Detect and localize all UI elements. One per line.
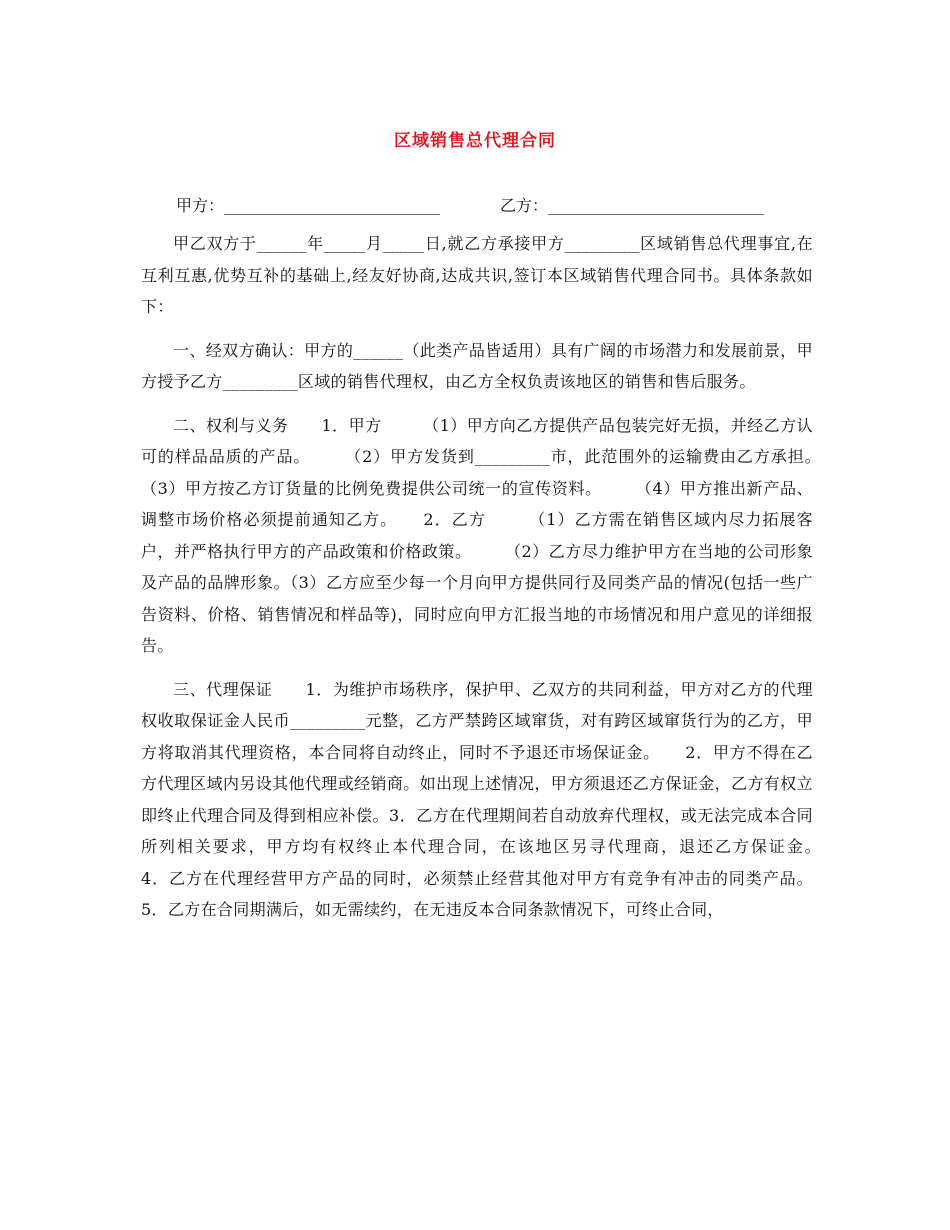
contract-body (141, 228, 863, 926)
intro-paragraph: 甲乙双方于______年_____月_____日,就乙方承接甲方_________区域销售总代理事宜,在互利互惠,优势互补的基础上,经友好协商,达成共识,签订本区域销售代理合同书。具体条款如下： (141, 234, 813, 316)
clause-1-confirmation: 一、经双方确认：甲方的______（此类产品皆适用）具有广阔的市场潜力和发展前景，甲方授予乙方_________区域的销售代理权，由乙方全权负责该地区的销售和售后服务。 (141, 340, 813, 391)
document-title: 区域销售总代理合同 (394, 131, 556, 151)
party-b-field: 乙方：___________________________ (500, 196, 765, 215)
clause-2-rights-obligations: 二、权利与义务 1．甲方 （1）甲方向乙方提供产品包装完好无损，并经乙方认可的样品品质的产品。 （2）甲方发货到_________市，此范围外的运输费由乙方承担。 （3）甲方按乙方订货量的比例免费提供公司统一的宣传资料。 （4）甲方推出新产品、调整市场价格必须提前通知乙方。 2．乙方 （1）乙方需在销售区域内尽力拓展客户，并严格执行甲方的产品政策和价格政策。 （2）乙方尽力维护甲方在当地的公司形象及产品的品牌形象。（3）乙方应至少每一个月向甲方提供同行及同类产品的情况(包括一些广告资料、价格、销售情况和样品等)，同时应向甲方汇报当地的市场情况和用户意见的详细报告。 (141, 415, 863, 655)
party-a-field: 甲方：___________________________ (176, 196, 441, 215)
clause-3-agency-guarantee: 三、代理保证 1．为维护市场秩序，保护甲、乙双方的共同利益，甲方对乙方的代理权收取保证金人民币_________元整，乙方严禁跨区域窜货，对有跨区域窜货行为的乙方，甲方将取消其代理资格，本合同将自动终止，同时不予退还市场保证金。 2．甲方不得在乙方代理区域内另设其他代理或经销商。如出现上述情况，甲方须退还乙方保证金，乙方有权立即终止代理合同及得到相应补偿。3．乙方在代理期间若自动放弃代理权，或无法完成本合同所列相关要求，甲方均有权终止本代理合同，在该地区另寻代理商，退还乙方保证金。 4．乙方在代理经营甲方产品的同时，必须禁止经营其他对甲方有竞争有冲击的同类产品。5．乙方在合同期满后，如无需续约，在无违反本合同条款情况下，可终止合同， (141, 679, 846, 919)
